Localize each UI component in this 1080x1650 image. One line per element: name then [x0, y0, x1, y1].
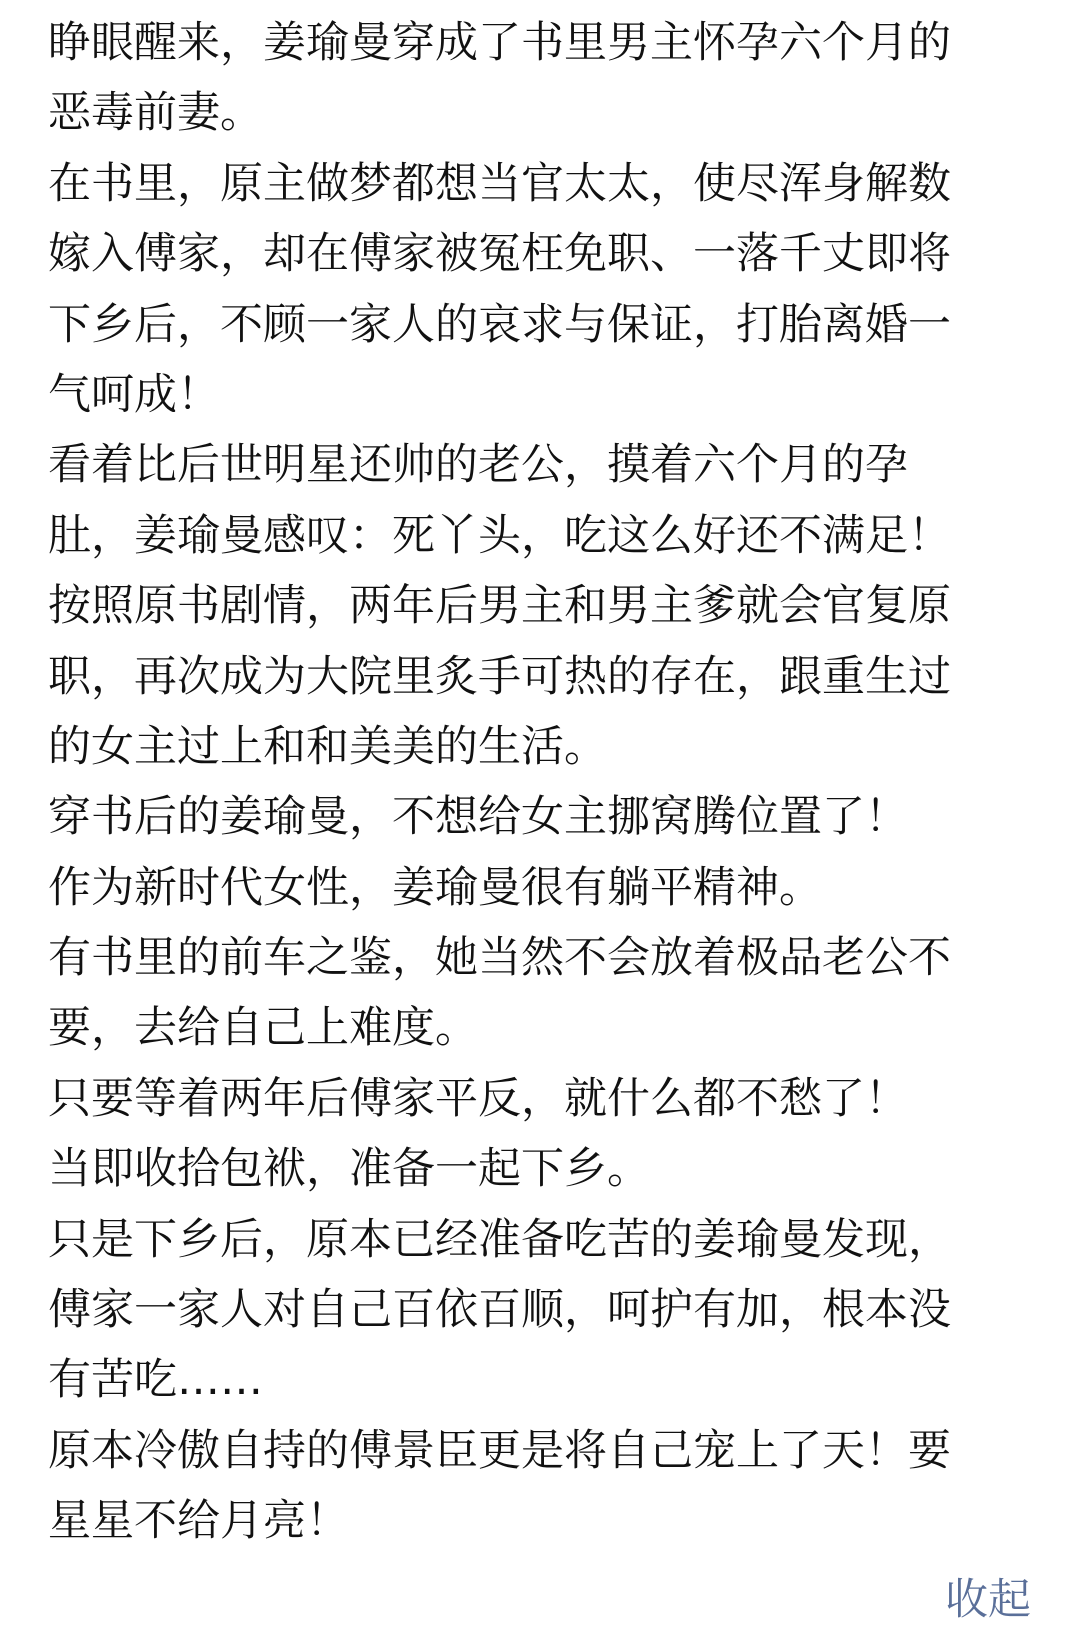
paragraph-2	[48, 149, 998, 431]
paragraph-1	[48, 8, 998, 149]
text-line: 只是下乡后，原本已经准备吃苦的姜瑜曼发现，	[48, 1214, 951, 1265]
paragraph-6	[48, 853, 998, 923]
text-line: 有书里的前车之鉴，她当然不会放着极品老公不	[48, 933, 951, 984]
text-line: 下乡后，不顾一家人的哀求与保证，打胎离婚一	[48, 299, 951, 350]
text-line: 看着比后世明星还帅的老公，摸着六个月的孕	[48, 440, 908, 491]
paragraph-5	[48, 782, 998, 852]
paragraph-4	[48, 571, 998, 782]
text-line: 肚，姜瑜曼感叹：死丫头，吃这么好还不满足！	[48, 510, 951, 561]
text-line: 星星不给月亮！	[48, 1496, 349, 1547]
text-line: 睁眼醒来，姜瑜曼穿成了书里男主怀孕六个月的	[48, 18, 951, 68]
text-line: 在书里，原主做梦都想当官太太，使尽浑身解数	[48, 158, 951, 209]
text-line: 傅家一家人对自己百依百顺，呵护有加，根本没	[48, 1285, 951, 1336]
text-line: 职，再次成为大院里炙手可热的存在，跟重生过	[48, 651, 951, 702]
text-line: 有苦吃……	[48, 1355, 263, 1406]
text-line: 原本冷傲自持的傅景臣更是将自己宠上了天！要	[48, 1425, 951, 1476]
collapse-button[interactable]: 收起	[945, 1575, 1031, 1625]
paragraph-9	[48, 1134, 998, 1204]
text-line: 只要等着两年后傅家平反，就什么都不愁了！	[48, 1073, 908, 1124]
paragraph-11	[48, 1416, 998, 1557]
paragraph-3	[48, 430, 998, 571]
text-line: 的女主过上和和美美的生活。	[48, 721, 607, 772]
text-line: 当即收拾包袱，准备一起下乡。	[48, 1144, 650, 1195]
paragraph-7	[48, 923, 998, 1064]
article-body	[48, 8, 998, 1557]
text-line: 要，去给自己上难度。	[48, 1003, 478, 1054]
text-line: 按照原书剧情，两年后男主和男主爹就会官复原	[48, 581, 951, 632]
paragraph-8	[48, 1064, 998, 1134]
text-line: 气呵成！	[48, 369, 220, 420]
text-line: 嫁入傅家，却在傅家被冤枉免职、一落千丈即将	[48, 229, 951, 280]
paragraph-10	[48, 1205, 998, 1416]
text-line: 恶毒前妻。	[48, 88, 263, 139]
text-line: 穿书后的姜瑜曼，不想给女主挪窝腾位置了！	[48, 792, 908, 843]
text-line: 作为新时代女性，姜瑜曼很有躺平精神。	[48, 862, 822, 913]
